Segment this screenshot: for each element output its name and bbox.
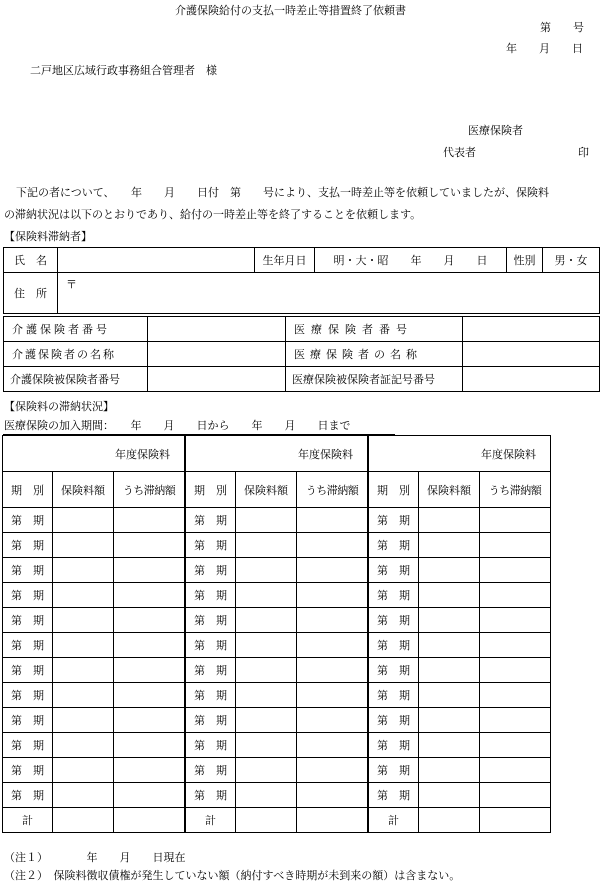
amount-cell[interactable] [419,658,480,683]
medical-insurer-name-label: 医療保険者の名称 [286,342,463,367]
arrears-header: うち滞納額 [114,472,185,508]
period-row-label: 第 期 [3,583,53,608]
arrears-cell[interactable] [480,608,551,633]
arrears-cell[interactable] [114,608,185,633]
name-label: 氏 名 [4,248,58,273]
period-row-label: 第 期 [369,783,419,808]
amount-cell[interactable] [53,683,114,708]
amount-cell[interactable] [53,758,114,783]
period-row-label: 第 期 [369,658,419,683]
name-field[interactable] [58,248,255,273]
medical-insurer-number-field[interactable] [463,317,600,342]
period-row-label: 第 期 [3,783,53,808]
amount-cell[interactable] [53,583,114,608]
arrears-cell[interactable] [297,683,368,708]
paragraph-line-2: の滞納状況は以下のとおりであり、給付の一時差止等を終了することを依頼します。 [4,208,422,221]
amount-cell[interactable] [419,758,480,783]
birthdate-label: 生年月日 [255,248,315,273]
period-row-label: 第 期 [186,608,236,633]
arrears-cell[interactable] [480,583,551,608]
arrears-cell[interactable] [297,558,368,583]
period-row-label: 第 期 [3,683,53,708]
care-insured-number-label: 介護保険被保険者番号 [4,367,148,392]
period-row-label: 第 期 [369,733,419,758]
period-row-label: 第 期 [369,708,419,733]
amount-cell[interactable] [419,733,480,758]
arrears-cell[interactable] [114,758,185,783]
period-row-label: 第 期 [186,533,236,558]
period-row-label: 第 期 [369,558,419,583]
amount-cell[interactable] [236,683,297,708]
period-row-label: 第 期 [3,608,53,633]
arrears-cell[interactable] [297,633,368,658]
total-arrears-cell[interactable] [114,808,185,833]
total-amount-cell[interactable] [419,808,480,833]
arrears-cell[interactable] [114,508,185,533]
arrears-cell[interactable] [480,708,551,733]
amount-cell[interactable] [419,583,480,608]
sender-insurer: 医療保険者 [468,124,523,137]
period-header: 期 別 [3,472,53,508]
period-row-label: 第 期 [369,583,419,608]
arrears-cell[interactable] [114,658,185,683]
total-label: 計 [369,808,419,833]
arrears-cell[interactable] [114,683,185,708]
arrears-cell[interactable] [297,733,368,758]
amount-cell[interactable] [419,533,480,558]
address-label: 住 所 [4,273,58,314]
total-label: 計 [3,808,53,833]
fiscal-year-header: 年度保険料 [186,436,368,472]
payment-table-2 [185,435,368,833]
amount-cell[interactable] [236,583,297,608]
arrears-cell[interactable] [297,508,368,533]
amount-cell[interactable] [236,633,297,658]
period-row-label: 第 期 [3,508,53,533]
amount-cell[interactable] [53,658,114,683]
period-row-label: 第 期 [186,508,236,533]
period-row-label: 第 期 [3,708,53,733]
amount-cell[interactable] [236,783,297,808]
amount-cell[interactable] [236,533,297,558]
amount-cell[interactable] [53,508,114,533]
amount-cell[interactable] [419,708,480,733]
amount-cell[interactable] [53,608,114,633]
amount-cell[interactable] [53,633,114,658]
amount-header: 保険料額 [236,472,297,508]
arrears-cell[interactable] [297,533,368,558]
person-table [3,247,600,314]
period-row-label: 第 期 [369,633,419,658]
document-title: 介護保険給付の支払一時差止等措置終了依頼書 [175,4,406,17]
amount-cell[interactable] [419,683,480,708]
total-amount-cell[interactable] [53,808,114,833]
period-row-label: 第 期 [3,633,53,658]
period-header: 期 別 [369,472,419,508]
seal-mark: 印 [578,146,589,159]
arrears-cell[interactable] [114,558,185,583]
payment-table-1 [2,435,185,833]
document-date: 年 月 日 [506,42,583,55]
address-field[interactable] [58,273,600,314]
amount-cell[interactable] [236,658,297,683]
arrears-cell[interactable] [480,783,551,808]
amount-cell[interactable] [236,708,297,733]
arrears-cell[interactable] [297,758,368,783]
total-label: 計 [186,808,236,833]
period-row-label: 第 期 [186,633,236,658]
document-number: 第 号 [540,21,584,34]
arrears-cell[interactable] [297,708,368,733]
paragraph-line-1: 下記の者について、 年 月 日付 第 号により、支払一時差止等を依頼していましたが、保険料 [16,186,550,199]
amount-cell[interactable] [236,508,297,533]
amount-cell[interactable] [53,533,114,558]
total-amount-cell[interactable] [236,808,297,833]
amount-cell[interactable] [53,708,114,733]
amount-cell[interactable] [419,633,480,658]
arrears-cell[interactable] [480,633,551,658]
care-insurer-number-label: 介護保険者番号 [4,317,148,342]
amount-cell[interactable] [53,783,114,808]
period-row-label: 第 期 [369,533,419,558]
insurer-table [3,316,600,392]
postal-mark: 〒 [66,278,77,291]
amount-cell[interactable] [53,558,114,583]
period-row-label: 第 期 [186,783,236,808]
period-row-label: 第 期 [369,758,419,783]
note-2: （注２） 保険料徴収債権が発生していない額（納付すべき時期が未到来の額）は含まない。 [4,869,461,882]
arrears-cell[interactable] [114,533,185,558]
period-row-label: 第 期 [186,708,236,733]
arrears-cell[interactable] [480,683,551,708]
medical-insurer-name-field[interactable] [463,342,600,367]
amount-cell[interactable] [419,558,480,583]
arrears-cell[interactable] [480,533,551,558]
medical-insurer-number-label: 医療保険者番号 [286,317,463,342]
section-heading-arrears-status: 【保険料の滞納状況】 [4,400,114,413]
arrears-cell[interactable] [480,508,551,533]
arrears-cell[interactable] [114,733,185,758]
period-row-label: 第 期 [186,658,236,683]
arrears-header: うち滞納額 [297,472,368,508]
amount-header: 保険料額 [419,472,480,508]
period-row-label: 第 期 [186,583,236,608]
care-insured-number-field[interactable] [148,367,286,392]
arrears-cell[interactable] [480,658,551,683]
amount-cell[interactable] [236,758,297,783]
arrears-cell[interactable] [297,608,368,633]
period-header: 期 別 [186,472,236,508]
sender-representative: 代表者 [443,146,476,159]
period-row-label: 第 期 [3,558,53,583]
fiscal-year-header: 年度保険料 [369,436,551,472]
medical-insured-number-field[interactable] [463,367,600,392]
period-row-label: 第 期 [3,533,53,558]
care-insurer-name-label: 介護保険者の名称 [4,342,148,367]
amount-header: 保険料額 [53,472,114,508]
period-row-label: 第 期 [186,733,236,758]
addressee: 二戸地区広域行政事務組合管理者 様 [30,64,217,77]
total-arrears-cell[interactable] [297,808,368,833]
period-row-label: 第 期 [3,658,53,683]
period-row-label: 第 期 [186,558,236,583]
period-row-label: 第 期 [369,683,419,708]
amount-cell[interactable] [236,608,297,633]
period-row-label: 第 期 [186,683,236,708]
medical-insured-number-label: 医療保険被保険者証記号番号 [286,367,463,392]
section-heading-arrears-person: 【保険料滞納者】 [4,230,92,243]
arrears-cell[interactable] [297,783,368,808]
birthdate-field[interactable]: 明・大・昭 年 月 日 [315,248,507,273]
sex-field[interactable]: 男・女 [543,248,600,273]
care-insurer-name-field[interactable] [148,342,286,367]
enrollment-period: 医療保険の加入期間： 年 月 日から 年 月 日まで [4,419,351,432]
arrears-cell[interactable] [297,658,368,683]
arrears-cell[interactable] [114,583,185,608]
note-1: （注１） 年 月 日現在 [4,851,186,864]
period-row-label: 第 期 [3,758,53,783]
arrears-cell[interactable] [114,708,185,733]
arrears-header: うち滞納額 [480,472,551,508]
amount-cell[interactable] [236,733,297,758]
arrears-cell[interactable] [480,733,551,758]
total-arrears-cell[interactable] [480,808,551,833]
amount-cell[interactable] [419,783,480,808]
care-insurer-number-field[interactable] [148,317,286,342]
period-row-label: 第 期 [369,608,419,633]
period-row-label: 第 期 [3,733,53,758]
arrears-cell[interactable] [114,783,185,808]
amount-cell[interactable] [53,733,114,758]
arrears-cell[interactable] [480,758,551,783]
period-row-label: 第 期 [186,758,236,783]
sex-label: 性別 [507,248,543,273]
amount-cell[interactable] [419,608,480,633]
payment-table-3 [368,435,551,833]
amount-cell[interactable] [419,508,480,533]
arrears-cell[interactable] [480,558,551,583]
amount-cell[interactable] [236,558,297,583]
arrears-cell[interactable] [297,583,368,608]
fiscal-year-header: 年度保険料 [3,436,185,472]
arrears-cell[interactable] [114,633,185,658]
period-row-label: 第 期 [369,508,419,533]
